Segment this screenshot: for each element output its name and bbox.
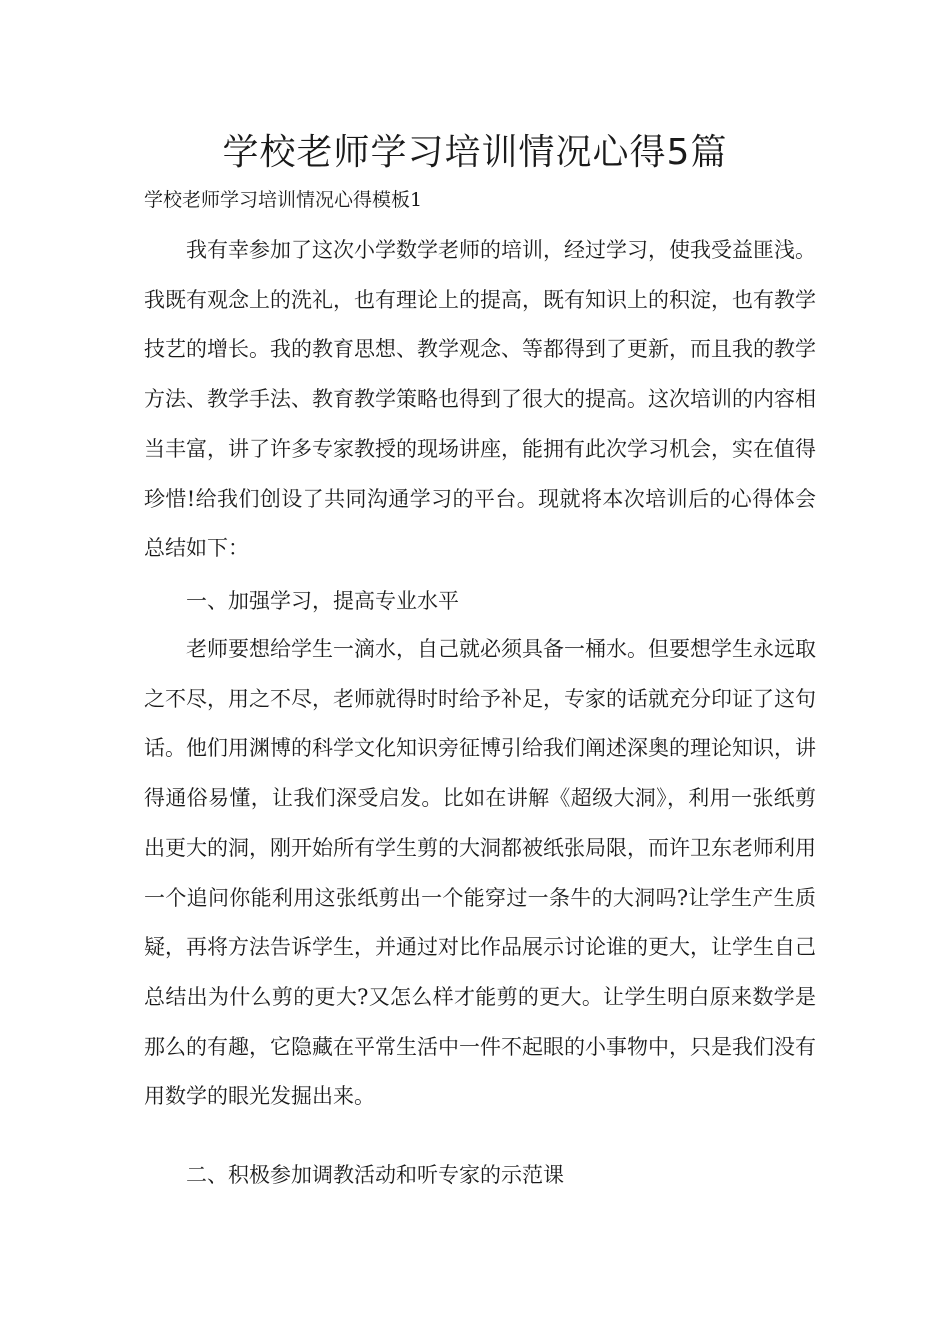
document-subtitle: 学校老师学习培训情况心得模板1 bbox=[144, 189, 423, 211]
section-heading-1: 一、加强学习，提高专业水平 bbox=[186, 589, 459, 613]
document-title: 学校老师学习培训情况心得5篇 bbox=[222, 132, 728, 173]
section-heading-2: 二、积极参加调教活动和听专家的示范课 bbox=[186, 1163, 564, 1187]
paragraph-intro: 我有幸参加了这次小学数学老师的培训，经过学习，使我受益匪浅。我既有观念上的洗礼，也有理论上的提高，既有知识上的积淀，也有教学技艺的增长。我的教育思想、教学观念、等都得到了更新，而且我的教学方法、教学手法、教育教学策略也得到了很大的提高。这次培训的内容相当丰富，讲了许多专家教授的现场讲座，能拥有此次学习机会，实在值得珍惜!给我们创设了共同沟通学习的平台。现就将本次培训后的心得体会总结如下： bbox=[144, 238, 816, 561]
paragraph-section-1: 老师要想给学生一滴水，自己就必须具备一桶水。但要想学生永远取之不尽，用之不尽，老师就得时时给予补足，专家的话就充分印证了这句话。他们用渊博的科学文化知识旁征博引给我们阐述深奥的理论知识，讲得通俗易懂，让我们深受启发。比如在讲解《超级大洞》，利用一张纸剪出更大的洞，刚开始所有学生剪的大洞都被纸张局限，而许卫东老师利用一个追问你能利用这张纸剪出一个能穿过一条牛的大洞吗?让学生产生质疑，再将方法告诉学生，并通过对比作品展示讨论谁的更大，让学生自己总结出为什么剪的更大?又怎么样才能剪的更大。让学生明白原来数学是那么的有趣，它隐藏在平常生活中一件不起眼的小事物中，只是我们没有用数学的眼光发掘出来。 bbox=[144, 637, 816, 1109]
